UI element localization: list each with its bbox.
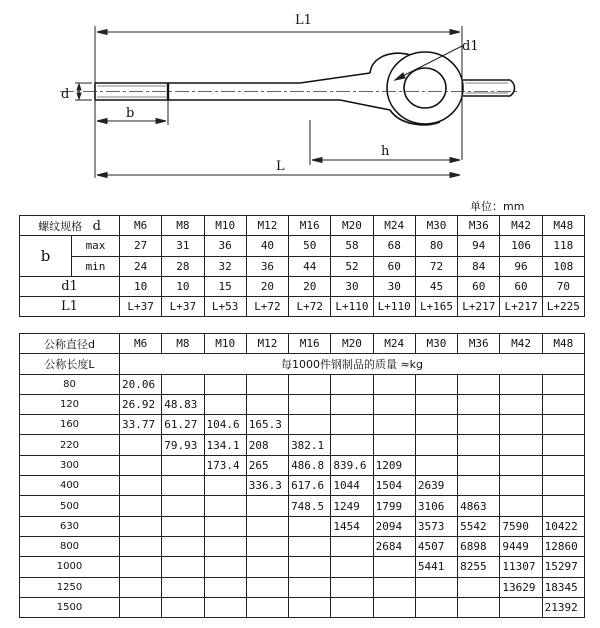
d1-cell: 60	[500, 276, 542, 296]
mass-value-cell	[289, 516, 331, 536]
mass-size-cell: M16	[289, 334, 331, 354]
d1-label: d1	[20, 276, 120, 296]
mass-value-cell	[204, 394, 246, 414]
mass-row	[20, 394, 585, 414]
mass-value-cell: 9449	[500, 536, 542, 556]
mass-value-cell: 33.77	[120, 415, 162, 435]
mass-value-cell	[289, 536, 331, 556]
mass-value-cell	[204, 597, 246, 617]
mass-value-cell	[246, 394, 288, 414]
b-max-cell: 94	[458, 236, 500, 256]
spec-row-L1	[20, 297, 585, 317]
b-min-cell: 44	[289, 256, 331, 276]
mass-value-cell	[331, 577, 373, 597]
mass-value-cell	[120, 536, 162, 556]
b-min-cell: 60	[373, 256, 415, 276]
b-min-cell: 28	[162, 256, 204, 276]
mass-value-cell: 3106	[415, 496, 457, 516]
size-cell: M20	[331, 216, 373, 236]
mass-size-cell: M6	[120, 334, 162, 354]
mass-value-cell	[120, 476, 162, 496]
mass-value-cell: 6898	[458, 536, 500, 556]
mass-row	[20, 455, 585, 475]
mass-value-cell	[500, 415, 542, 435]
mass-value-cell	[458, 415, 500, 435]
dim-h: h	[381, 144, 390, 159]
mass-value-cell	[162, 374, 204, 394]
L1-cell: L+217	[500, 297, 542, 317]
mass-value-cell	[162, 557, 204, 577]
b-max-cell: 118	[542, 236, 584, 256]
spec-row-b-min	[20, 256, 585, 276]
mass-value-cell: 8255	[458, 557, 500, 577]
mass-value-cell: 5441	[415, 557, 457, 577]
mass-value-cell	[415, 435, 457, 455]
mass-value-cell	[246, 516, 288, 536]
mass-value-cell	[542, 415, 584, 435]
dim-d1: d1	[462, 39, 479, 54]
length-cell: 500	[20, 496, 120, 516]
mass-value-cell	[204, 476, 246, 496]
mass-value-cell	[500, 496, 542, 516]
spec-row-b-max	[20, 236, 585, 256]
mass-value-cell	[542, 455, 584, 475]
mass-value-cell: 26.92	[120, 394, 162, 414]
mass-value-cell	[500, 374, 542, 394]
mass-value-cell: 2684	[373, 536, 415, 556]
size-cell: M42	[500, 216, 542, 236]
mass-value-cell: 3573	[415, 516, 457, 536]
mass-value-cell	[500, 476, 542, 496]
b-max-cell: 27	[120, 236, 162, 256]
len-label: 公称长度L	[20, 354, 120, 374]
L1-cell: L+37	[120, 297, 162, 317]
mass-value-cell	[120, 577, 162, 597]
mass-value-cell	[415, 374, 457, 394]
mass-value-cell: 1209	[373, 455, 415, 475]
d1-cell: 30	[331, 276, 373, 296]
dia-label: 公称直径d	[20, 334, 120, 354]
mass-value-cell: 748.5	[289, 496, 331, 516]
b-label: b	[20, 236, 72, 277]
mass-value-cell	[289, 394, 331, 414]
b-min-cell: 84	[458, 256, 500, 276]
b-min-cell: 108	[542, 256, 584, 276]
mass-value-cell: 21392	[542, 597, 584, 617]
mass-value-cell	[458, 394, 500, 414]
b-min-cell: 32	[204, 256, 246, 276]
mass-row	[20, 435, 585, 455]
mass-value-cell: 1249	[331, 496, 373, 516]
mass-value-cell	[458, 435, 500, 455]
mass-value-cell: 10422	[542, 516, 584, 536]
mass-row	[20, 557, 585, 577]
length-cell: 630	[20, 516, 120, 536]
mass-value-cell: 1044	[331, 476, 373, 496]
mass-row	[20, 516, 585, 536]
mass-value-cell	[458, 577, 500, 597]
mass-value-cell	[542, 476, 584, 496]
length-cell: 160	[20, 415, 120, 435]
mass-value-cell	[120, 516, 162, 536]
length-cell: 120	[20, 394, 120, 414]
mass-value-cell	[204, 577, 246, 597]
mass-size-cell: M12	[246, 334, 288, 354]
max-label: max	[72, 236, 120, 256]
mass-size-cell: M20	[331, 334, 373, 354]
mass-value-cell	[204, 496, 246, 516]
mass-value-cell: 134.1	[204, 435, 246, 455]
d1-cell: 10	[120, 276, 162, 296]
mass-value-cell	[373, 577, 415, 597]
mass-row	[20, 496, 585, 516]
mass-value-cell	[331, 435, 373, 455]
size-cell: M16	[289, 216, 331, 236]
mass-value-cell: 61.27	[162, 415, 204, 435]
mass-value-cell: 486.8	[289, 455, 331, 475]
b-max-cell: 58	[331, 236, 373, 256]
b-min-cell: 72	[415, 256, 457, 276]
dim-L1: L1	[295, 13, 312, 28]
L1-cell: L+165	[415, 297, 457, 317]
mass-value-cell	[162, 536, 204, 556]
length-cell: 1500	[20, 597, 120, 617]
mass-row	[20, 597, 585, 617]
spec-row-d1	[20, 276, 585, 296]
mass-value-cell	[373, 597, 415, 617]
mass-value-cell	[120, 455, 162, 475]
mass-value-cell: 2094	[373, 516, 415, 536]
mass-value-cell	[542, 496, 584, 516]
length-cell: 800	[20, 536, 120, 556]
mass-value-cell: 336.3	[246, 476, 288, 496]
mass-value-cell	[289, 577, 331, 597]
mass-size-cell: M48	[542, 334, 584, 354]
mass-row	[20, 536, 585, 556]
length-cell: 220	[20, 435, 120, 455]
mass-value-cell: 11307	[500, 557, 542, 577]
mass-value-cell: 173.4	[204, 455, 246, 475]
mass-value-cell: 7590	[500, 516, 542, 536]
mass-value-cell	[289, 597, 331, 617]
size-cell: M8	[162, 216, 204, 236]
b-max-cell: 106	[500, 236, 542, 256]
mass-value-cell	[246, 557, 288, 577]
mass-value-cell	[289, 557, 331, 577]
mass-value-cell: 104.6	[204, 415, 246, 435]
thread-spec-label: 螺纹规格 d	[20, 216, 120, 236]
dim-d: d	[61, 87, 70, 102]
dim-b: b	[126, 106, 135, 121]
mass-value-cell: 2639	[415, 476, 457, 496]
L1-cell: L+225	[542, 297, 584, 317]
mass-table	[19, 333, 585, 618]
mass-value-cell: 265	[246, 455, 288, 475]
mass-row	[20, 415, 585, 435]
size-cell: M10	[204, 216, 246, 236]
mass-value-cell	[246, 374, 288, 394]
mass-value-cell	[500, 597, 542, 617]
mass-value-cell	[162, 577, 204, 597]
mass-value-cell	[542, 435, 584, 455]
mass-value-cell	[415, 597, 457, 617]
mass-value-cell	[246, 597, 288, 617]
mass-value-cell	[542, 394, 584, 414]
mass-value-cell	[162, 516, 204, 536]
mass-value-cell	[120, 557, 162, 577]
mass-value-cell	[542, 374, 584, 394]
mass-value-cell	[246, 536, 288, 556]
L1-cell: L+110	[331, 297, 373, 317]
mass-value-cell	[373, 415, 415, 435]
b-max-cell: 31	[162, 236, 204, 256]
mass-caption-row	[20, 354, 585, 374]
mass-value-cell	[120, 496, 162, 516]
mass-value-cell	[458, 597, 500, 617]
length-cell: 1000	[20, 557, 120, 577]
mass-size-cell: M24	[373, 334, 415, 354]
d1-cell: 15	[204, 276, 246, 296]
mass-value-cell	[500, 435, 542, 455]
L1-cell: L+110	[373, 297, 415, 317]
mass-size-cell: M36	[458, 334, 500, 354]
b-max-cell: 36	[204, 236, 246, 256]
mass-value-cell: 839.6	[331, 455, 373, 475]
mass-value-cell: 1454	[331, 516, 373, 536]
mass-value-cell	[246, 577, 288, 597]
mass-row	[20, 577, 585, 597]
mass-value-cell	[415, 455, 457, 475]
mass-value-cell	[373, 394, 415, 414]
d1-cell: 10	[162, 276, 204, 296]
d1-cell: 20	[289, 276, 331, 296]
mass-value-cell	[204, 516, 246, 536]
mass-body	[20, 374, 585, 618]
mass-value-cell: 1504	[373, 476, 415, 496]
mass-value-cell	[415, 394, 457, 414]
dim-L: L	[276, 159, 285, 174]
mass-value-cell	[162, 455, 204, 475]
mass-value-cell	[415, 577, 457, 597]
mass-size-cell: M42	[500, 334, 542, 354]
mass-caption: 每1000件钢制品的质量 ≈kg	[120, 354, 585, 374]
d1-cell: 30	[373, 276, 415, 296]
mass-size-cell: M30	[415, 334, 457, 354]
unit-note: 单位：mm	[470, 200, 525, 213]
length-cell: 80	[20, 374, 120, 394]
mass-value-cell: 18345	[542, 577, 584, 597]
b-min-cell: 96	[500, 256, 542, 276]
size-cell: M6	[120, 216, 162, 236]
mass-value-cell	[120, 435, 162, 455]
L1-cell: L+37	[162, 297, 204, 317]
mass-value-cell	[289, 374, 331, 394]
mass-value-cell: 208	[246, 435, 288, 455]
b-min-cell: 52	[331, 256, 373, 276]
L1-cell: L+217	[458, 297, 500, 317]
mass-value-cell: 20.06	[120, 374, 162, 394]
mass-value-cell	[331, 536, 373, 556]
mass-value-cell	[500, 394, 542, 414]
mass-value-cell	[204, 557, 246, 577]
mass-value-cell	[458, 455, 500, 475]
d1-cell: 70	[542, 276, 584, 296]
L1-cell: L+72	[246, 297, 288, 317]
mass-value-cell: 382.1	[289, 435, 331, 455]
d1-cell: 20	[246, 276, 288, 296]
mass-value-cell	[331, 394, 373, 414]
mass-value-cell	[373, 374, 415, 394]
mass-value-cell	[500, 455, 542, 475]
mass-value-cell	[289, 415, 331, 435]
spec-row-size	[20, 216, 585, 236]
mass-header-row	[20, 334, 585, 354]
mass-value-cell: 4863	[458, 496, 500, 516]
mass-size-cell: M10	[204, 334, 246, 354]
L1-label: L1	[20, 297, 120, 317]
mass-value-cell	[204, 374, 246, 394]
mass-value-cell	[373, 435, 415, 455]
length-cell: 1250	[20, 577, 120, 597]
mass-value-cell: 617.6	[289, 476, 331, 496]
size-cell: M24	[373, 216, 415, 236]
mass-value-cell	[458, 374, 500, 394]
L1-cell: L+72	[289, 297, 331, 317]
mass-value-cell: 15297	[542, 557, 584, 577]
mass-value-cell	[331, 374, 373, 394]
b-max-cell: 50	[289, 236, 331, 256]
b-max-cell: 80	[415, 236, 457, 256]
mass-value-cell	[162, 476, 204, 496]
mass-value-cell: 5542	[458, 516, 500, 536]
eye-bolt-drawing	[0, 0, 600, 200]
mass-value-cell	[373, 557, 415, 577]
mass-value-cell	[162, 496, 204, 516]
mass-value-cell	[458, 476, 500, 496]
mass-value-cell: 48.83	[162, 394, 204, 414]
b-max-cell: 68	[373, 236, 415, 256]
size-cell: M48	[542, 216, 584, 236]
mass-value-cell	[120, 597, 162, 617]
length-cell: 400	[20, 476, 120, 496]
L1-cell: L+53	[204, 297, 246, 317]
length-cell: 300	[20, 455, 120, 475]
mass-row	[20, 374, 585, 394]
size-cell: M36	[458, 216, 500, 236]
b-min-cell: 24	[120, 256, 162, 276]
mass-value-cell	[331, 415, 373, 435]
b-max-cell: 40	[246, 236, 288, 256]
mass-value-cell	[415, 415, 457, 435]
size-cell: M12	[246, 216, 288, 236]
mass-value-cell: 79.93	[162, 435, 204, 455]
b-min-cell: 36	[246, 256, 288, 276]
size-cell: M30	[415, 216, 457, 236]
mass-value-cell	[162, 597, 204, 617]
mass-value-cell	[331, 557, 373, 577]
mass-row	[20, 476, 585, 496]
mass-value-cell: 13629	[500, 577, 542, 597]
spec-table	[19, 215, 585, 317]
mass-value-cell	[204, 536, 246, 556]
mass-value-cell	[331, 597, 373, 617]
mass-value-cell: 165.3	[246, 415, 288, 435]
d1-cell: 45	[415, 276, 457, 296]
mass-value-cell: 12860	[542, 536, 584, 556]
mass-value-cell: 4507	[415, 536, 457, 556]
min-label: min	[72, 256, 120, 276]
mass-value-cell: 1799	[373, 496, 415, 516]
mass-size-cell: M8	[162, 334, 204, 354]
mass-value-cell	[246, 496, 288, 516]
d1-cell: 60	[458, 276, 500, 296]
